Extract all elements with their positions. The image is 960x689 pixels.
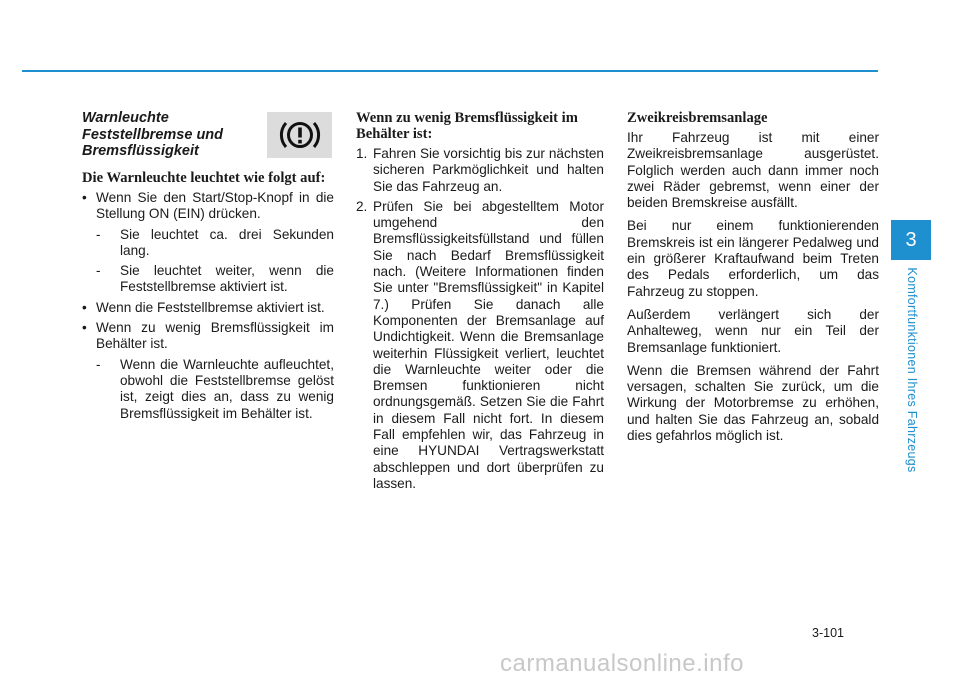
list-item: • Wenn zu wenig Bremsflüssigkeit im Behälter ist. (82, 320, 334, 352)
page-number: 3-101 (812, 626, 844, 640)
chapter-side-title: Komfortfunktionen Ihres Fahrzeugs (905, 267, 919, 473)
heading-line-1: Warnleuchte (82, 110, 169, 126)
list-item: • Wenn Sie den Start/Stop-Knopf in die Stellung ON (EIN) drücken. (82, 190, 334, 222)
brake-warning-icon (267, 112, 332, 158)
numbered-item: 1. Fahren Sie vorsichtig bis zur nächsten sicheren Parkmöglichkeit und halten Sie das Fahrzeug an. (356, 146, 604, 194)
paragraph: Außerdem verlängert sich der Anhalteweg, wenn nur ein Teil der Bremsanlage funktioniert. (627, 306, 879, 355)
warning-heading-block (82, 110, 334, 170)
sub-list-item: - Wenn die Warnleuchte aufleuchtet, obwohl die Feststellbremse gelöst ist, zeigt dies an, dass zu wenig Bremsflüssigkeit im Behälter ist. (96, 356, 334, 421)
paragraph: Wenn die Bremsen während der Fahrt versagen, schalten Sie zurück, um die Wirkung der Motorbremse zu erhöhen, und halten Sie das Fahrzeug an, sobald dies gefahrlos möglich ist. (627, 362, 879, 444)
intro-heading: Die Warnleuchte leuchtet wie folgt auf: (82, 170, 326, 186)
dual-circuit-heading: Zweikreisbremsanlage (627, 110, 768, 126)
column-2 (356, 110, 604, 496)
numbered-item: 2. Prüfen Sie bei abgestelltem Motor umgehend den Bremsflüssigkeitsfüllstand und füllen Sie nach Bedarf Bremsflüssigkeit nach. (Weitere Informationen finden Sie unter "Bremsflüssigkeit" in Kapitel 7.) Prüfen Sie danach alle Komponenten der Bremsanlage auf Undichtigkeit. Wenn die Bremsanlage weiterhin Flüssigkeit verliert, leuchtet die Warnleuchte weiter oder die Bremsen funktionieren nicht ordnungsgemäß. Setzen Sie die Fahrt in diesem Fall nicht fort. In diesem Fall empfehlen wir, das Fahrzeug in eine HYUNDAI Vertragswerkstatt abschleppen und dort überprüfen zu lassen. (356, 198, 604, 491)
paragraph: Ihr Fahrzeug ist mit einer Zweikreisbremsanlage ausgerüstet. Folglich werden auch dann immer noch zwei Räder gebremst, wenn einer der beiden Bremskreise ausfällt. (627, 130, 879, 211)
sub-list-item: - Sie leuchtet ca. drei Sekunden lang. (96, 226, 334, 258)
sub-list-item: - Sie leuchtet weiter, wenn die Feststellbremse aktiviert ist. (96, 263, 334, 295)
warning-light-heading (82, 110, 260, 160)
chapter-number-badge: 3 (891, 220, 931, 260)
column-3 (627, 110, 879, 451)
top-rule (22, 70, 878, 72)
paragraph: Bei nur einem funktionierenden Bremskreis ist ein längerer Pedalweg und ein größerer Kraftaufwand beim Treten des Pedals erforderlich, um das Fahrzeug zu stoppen. (627, 218, 879, 299)
heading-line-3: Bremsflüssigkeit (82, 143, 199, 159)
watermark: carmanualsonline.info (500, 650, 744, 677)
heading-line-2: Feststellbremse und (82, 126, 224, 143)
list-item: • Wenn die Feststellbremse aktiviert ist. (82, 299, 325, 315)
low-fluid-heading: Wenn zu wenig Bremsflüssigkeit im Behälter ist: (356, 110, 578, 142)
column-1 (82, 110, 334, 426)
